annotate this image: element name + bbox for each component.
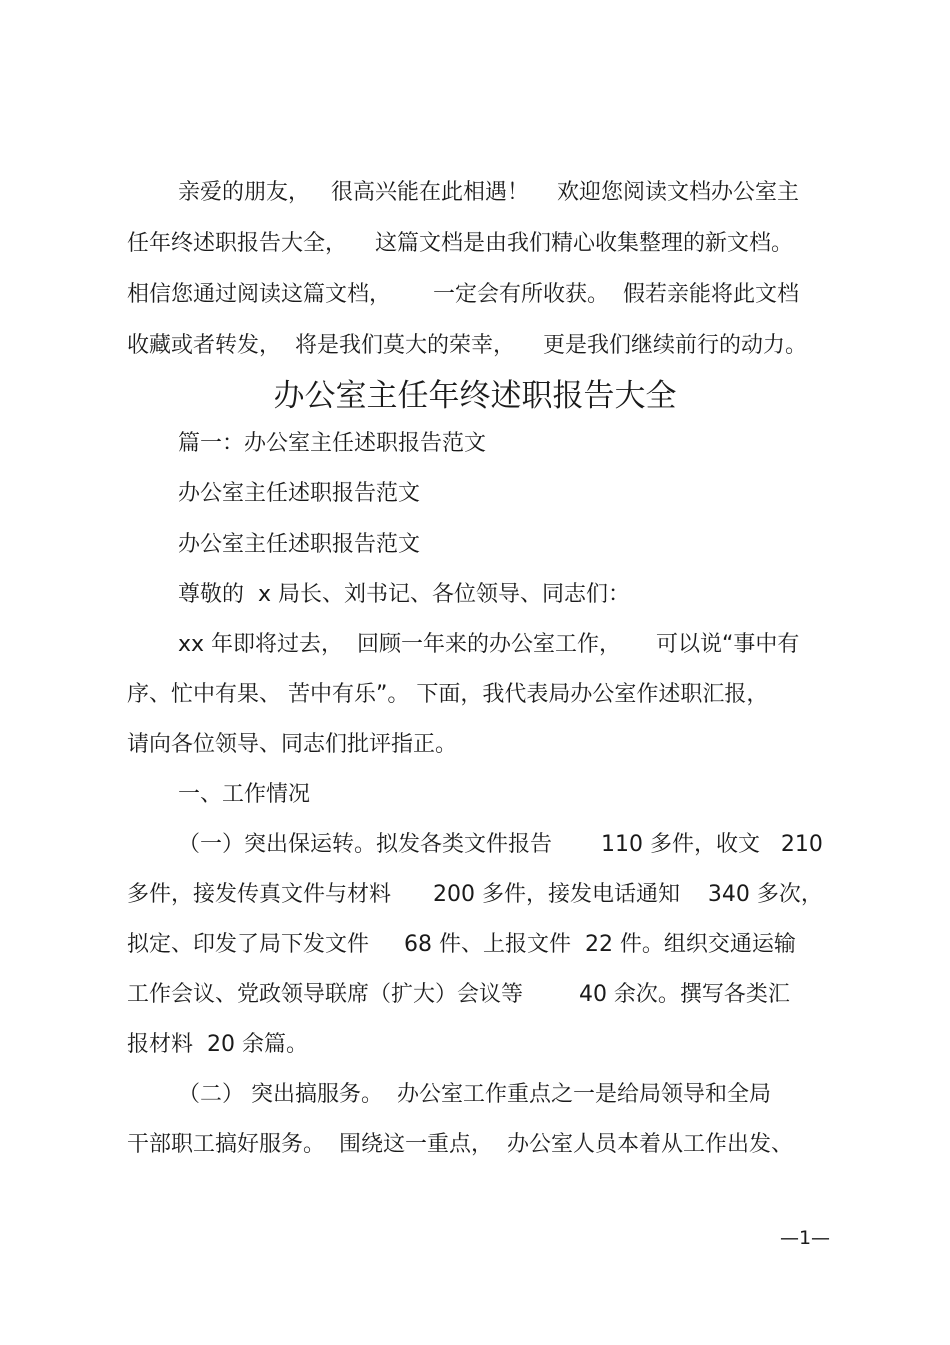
paragraph3-line-1: （二） 突出搞服务。 办公室工作重点之一是给局领导和全局 xyxy=(178,1082,771,1107)
paragraph2-line-2: 多件，接发传真文件与材料 200 多件，接发电话通知 340 多次， xyxy=(127,882,823,907)
paragraph3-line-2: 干部职工搞好服务。 围绕这一重点， 办公室人员本着从工作出发、 xyxy=(127,1132,793,1157)
paragraph1-line-3: 请向各位领导、同志们批评指正。 xyxy=(127,732,458,757)
paragraph1-line-1: xx 年即将过去， 回顾一年来的办公室工作， 可以说“事中有 xyxy=(178,632,800,657)
subtitle-1: 篇一：办公室主任述职报告范文 xyxy=(178,431,487,456)
paragraph2-line-4: 工作会议、党政领导联席（扩大）会议等 40 余次。撰写各类汇 xyxy=(127,982,790,1007)
paragraph2-line-5: 报材料 20 余篇。 xyxy=(127,1032,308,1057)
intro-line-2: 任年终述职报告大全， 这篇文档是由我们精心收集整理的新文档。 xyxy=(127,231,793,256)
intro-line-1: 亲爱的朋友， 很高兴能在此相遇！ 欢迎您阅读文档办公室主 xyxy=(178,180,799,205)
intro-line-4: 收藏或者转发， 将是我们莫大的荣幸， 更是我们继续前行的动力。 xyxy=(127,333,807,358)
paragraph2-line-3: 拟定、印发了局下发文件 68 件、上报文件 22 件。组织交通运输 xyxy=(127,932,796,957)
paragraph1-line-2: 序、忙中有果、 苦中有乐”。 下面，我代表局办公室作述职汇报， xyxy=(127,682,769,707)
document-title: 办公室主任年终述职报告大全 xyxy=(273,378,677,414)
paragraph2-line-1: （一）突出保运转。拟发各类文件报告 110 多件，收文 210 xyxy=(178,832,823,857)
page-number: —1— xyxy=(779,1227,831,1249)
subtitle-2: 办公室主任述职报告范文 xyxy=(178,481,421,506)
section1-heading: 一、工作情况 xyxy=(178,782,311,807)
salutation: 尊敬的 x 局长、刘书记、各位领导、同志们： xyxy=(178,582,631,607)
intro-line-3: 相信您通过阅读这篇文档， 一定会有所收获。 假若亲能将此文档 xyxy=(127,282,799,307)
subtitle-3: 办公室主任述职报告范文 xyxy=(178,532,421,557)
